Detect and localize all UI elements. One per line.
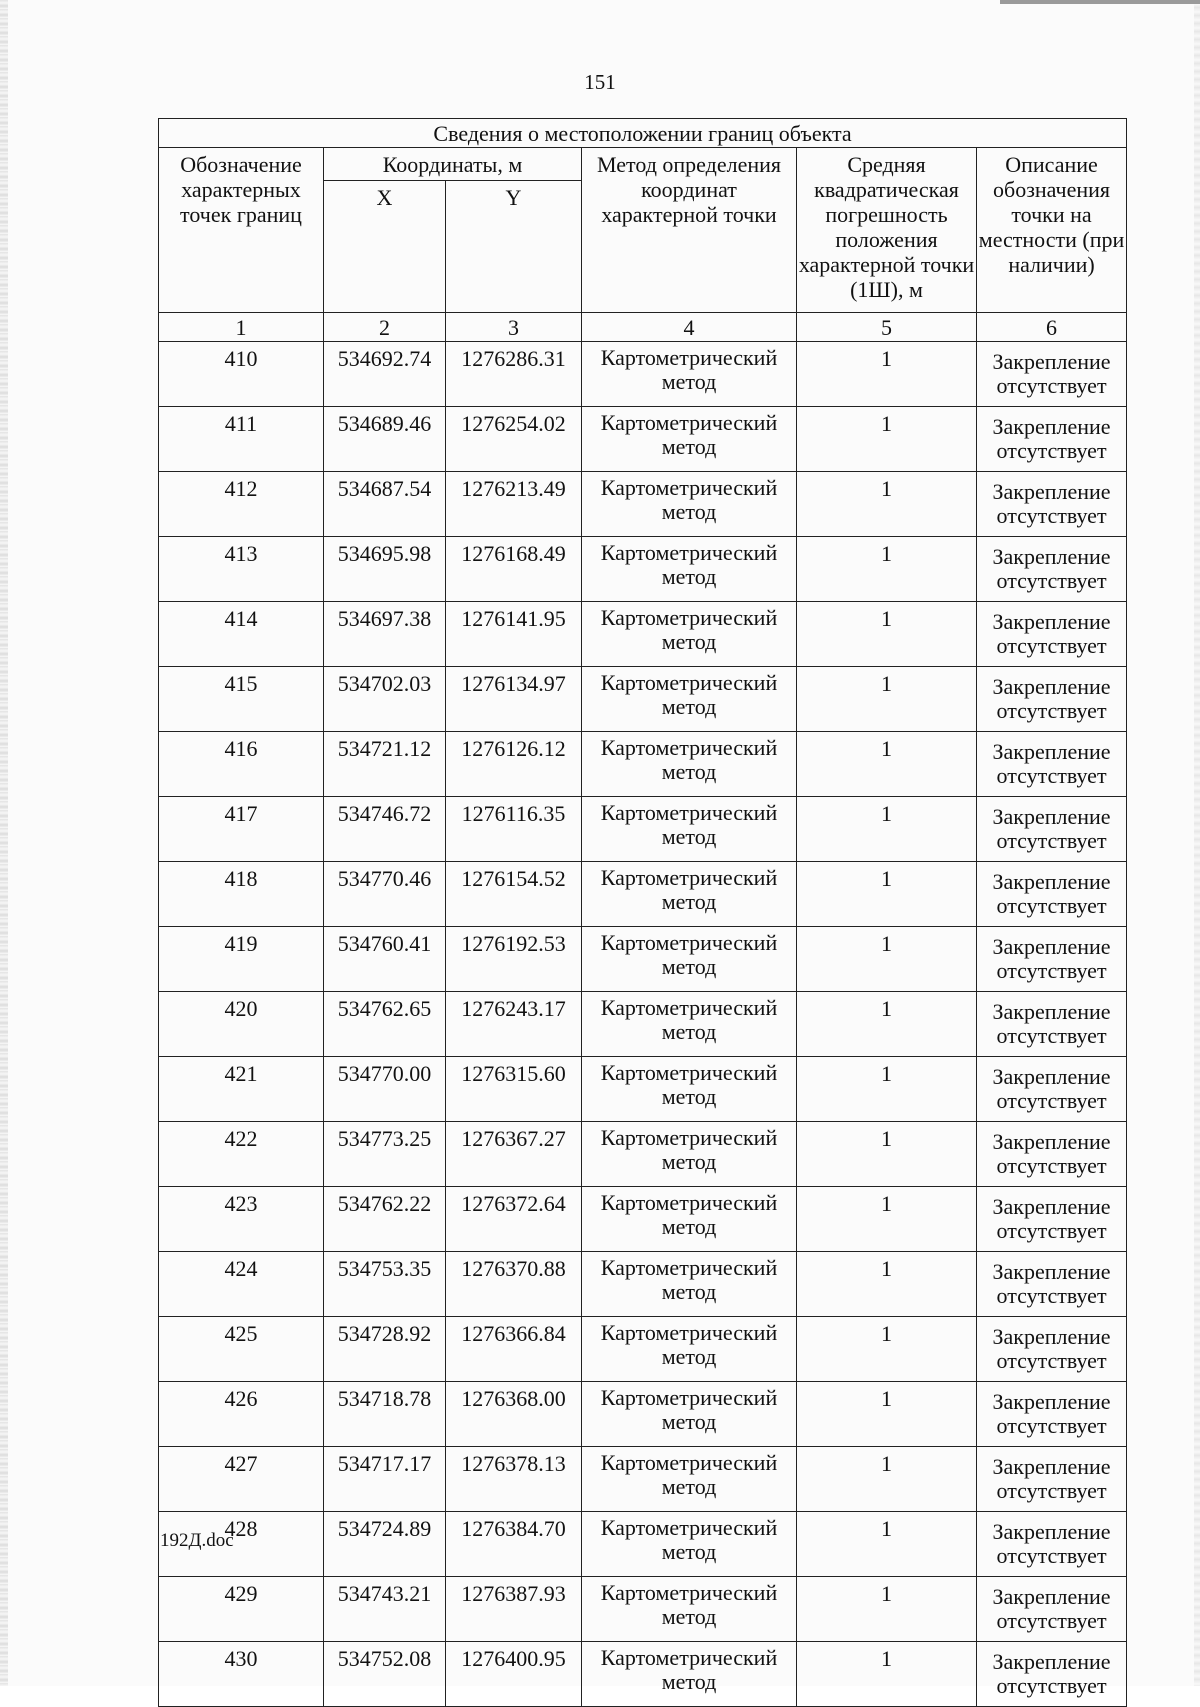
table-row <box>159 1382 1127 1447</box>
cell-y: 1276372.64 <box>446 1187 582 1252</box>
table-row <box>159 1447 1127 1512</box>
table-row <box>159 1057 1127 1122</box>
cell-y: 1276168.49 <box>446 537 582 602</box>
cell-error: 1 <box>797 732 977 797</box>
cell-method: Картометрический метод <box>582 1057 797 1122</box>
cell-y: 1276116.35 <box>446 797 582 862</box>
header-error: Средняя квадратическая погрешность положения характерной точки (1Ш), м <box>797 148 977 313</box>
cell-point-id: 426 <box>159 1382 324 1447</box>
cell-x: 534689.46 <box>324 407 446 472</box>
cell-x: 534717.17 <box>324 1447 446 1512</box>
table-row <box>159 1317 1127 1382</box>
cell-description: Закрепление отсутствует <box>977 1122 1127 1187</box>
cell-x: 534695.98 <box>324 537 446 602</box>
footer-filename: 192Д.doc <box>160 1530 234 1551</box>
cell-y: 1276254.02 <box>446 407 582 472</box>
cell-point-id: 413 <box>159 537 324 602</box>
table-row <box>159 407 1127 472</box>
cell-description: Закрепление отсутствует <box>977 342 1127 407</box>
cell-description: Закрепление отсутствует <box>977 472 1127 537</box>
column-number: 2 <box>324 313 446 342</box>
cell-x: 534752.08 <box>324 1642 446 1707</box>
header-method: Метод определения координат характерной точки <box>582 148 797 313</box>
cell-description: Закрепление отсутствует <box>977 1382 1127 1447</box>
cell-y: 1276243.17 <box>446 992 582 1057</box>
table-row <box>159 1122 1127 1187</box>
table-row <box>159 732 1127 797</box>
cell-method: Картометрический метод <box>582 667 797 732</box>
cell-x: 534718.78 <box>324 1382 446 1447</box>
table-row <box>159 667 1127 732</box>
cell-description: Закрепление отсутствует <box>977 797 1127 862</box>
cell-point-id: 414 <box>159 602 324 667</box>
table-row <box>159 927 1127 992</box>
table-row <box>159 1642 1127 1707</box>
cell-error: 1 <box>797 992 977 1057</box>
cell-method: Картометрический метод <box>582 537 797 602</box>
table-row <box>159 342 1127 407</box>
cell-error: 1 <box>797 797 977 862</box>
cell-error: 1 <box>797 602 977 667</box>
cell-y: 1276368.00 <box>446 1382 582 1447</box>
cell-method: Картометрический метод <box>582 862 797 927</box>
cell-point-id: 430 <box>159 1642 324 1707</box>
cell-point-id: 425 <box>159 1317 324 1382</box>
table-row <box>159 862 1127 927</box>
cell-point-id: 427 <box>159 1447 324 1512</box>
cell-y: 1276400.95 <box>446 1642 582 1707</box>
cell-point-id: 428 <box>159 1512 324 1577</box>
cell-error: 1 <box>797 407 977 472</box>
cell-point-id: 417 <box>159 797 324 862</box>
cell-description: Закрепление отсутствует <box>977 1252 1127 1317</box>
cell-x: 534753.35 <box>324 1252 446 1317</box>
cell-error: 1 <box>797 1447 977 1512</box>
cell-y: 1276384.70 <box>446 1512 582 1577</box>
cell-error: 1 <box>797 1057 977 1122</box>
cell-point-id: 424 <box>159 1252 324 1317</box>
table-row <box>159 602 1127 667</box>
cell-y: 1276387.93 <box>446 1577 582 1642</box>
cell-y: 1276213.49 <box>446 472 582 537</box>
cell-method: Картометрический метод <box>582 602 797 667</box>
cell-description: Закрепление отсутствует <box>977 537 1127 602</box>
scan-edge-top <box>1000 0 1200 4</box>
column-number: 3 <box>446 313 582 342</box>
cell-description: Закрепление отсутствует <box>977 927 1127 992</box>
cell-error: 1 <box>797 537 977 602</box>
cell-point-id: 415 <box>159 667 324 732</box>
cell-point-id: 410 <box>159 342 324 407</box>
cell-x: 534746.72 <box>324 797 446 862</box>
cell-description: Закрепление отсутствует <box>977 1317 1127 1382</box>
cell-point-id: 429 <box>159 1577 324 1642</box>
table-row <box>159 992 1127 1057</box>
cell-method: Картометрический метод <box>582 342 797 407</box>
column-number: 5 <box>797 313 977 342</box>
cell-x: 534721.12 <box>324 732 446 797</box>
cell-y: 1276154.52 <box>446 862 582 927</box>
table-row <box>159 537 1127 602</box>
table-row <box>159 797 1127 862</box>
cell-point-id: 421 <box>159 1057 324 1122</box>
cell-x: 534697.38 <box>324 602 446 667</box>
cell-method: Картометрический метод <box>582 1122 797 1187</box>
cell-error: 1 <box>797 1382 977 1447</box>
column-number: 4 <box>582 313 797 342</box>
cell-point-id: 420 <box>159 992 324 1057</box>
cell-y: 1276367.27 <box>446 1122 582 1187</box>
scan-edge-left <box>0 0 8 1686</box>
cell-x: 534773.25 <box>324 1122 446 1187</box>
cell-x: 534760.41 <box>324 927 446 992</box>
cell-y: 1276315.60 <box>446 1057 582 1122</box>
cell-description: Закрепление отсутствует <box>977 1057 1127 1122</box>
cell-point-id: 412 <box>159 472 324 537</box>
cell-y: 1276366.84 <box>446 1317 582 1382</box>
cell-error: 1 <box>797 472 977 537</box>
cell-description: Закрепление отсутствует <box>977 992 1127 1057</box>
cell-x: 534743.21 <box>324 1577 446 1642</box>
cell-error: 1 <box>797 1317 977 1382</box>
page-number: 151 <box>584 70 616 94</box>
cell-y: 1276141.95 <box>446 602 582 667</box>
cell-method: Картометрический метод <box>582 407 797 472</box>
cell-x: 534762.65 <box>324 992 446 1057</box>
cell-description: Закрепление отсутствует <box>977 1187 1127 1252</box>
cell-description: Закрепление отсутствует <box>977 1512 1127 1577</box>
cell-y: 1276378.13 <box>446 1447 582 1512</box>
cell-y: 1276192.53 <box>446 927 582 992</box>
cell-description: Закрепление отсутствует <box>977 1577 1127 1642</box>
cell-method: Картометрический метод <box>582 1577 797 1642</box>
cell-y: 1276126.12 <box>446 732 582 797</box>
table-row <box>159 472 1127 537</box>
cell-error: 1 <box>797 1187 977 1252</box>
cell-y: 1276370.88 <box>446 1252 582 1317</box>
cell-method: Картометрический метод <box>582 1317 797 1382</box>
cell-error: 1 <box>797 927 977 992</box>
cell-method: Картометрический метод <box>582 1642 797 1707</box>
cell-description: Закрепление отсутствует <box>977 602 1127 667</box>
cell-error: 1 <box>797 862 977 927</box>
cell-method: Картометрический метод <box>582 1382 797 1447</box>
table-row <box>159 1512 1127 1577</box>
header-coordinates: Координаты, м <box>324 148 582 181</box>
cell-description: Закрепление отсутствует <box>977 862 1127 927</box>
cell-method: Картометрический метод <box>582 1447 797 1512</box>
table-row <box>159 1187 1127 1252</box>
cell-error: 1 <box>797 342 977 407</box>
column-number: 6 <box>977 313 1127 342</box>
cell-point-id: 416 <box>159 732 324 797</box>
scan-edge-right <box>1194 0 1200 1686</box>
header-description: Описание обозначения точки на местности (при наличии) <box>977 148 1127 313</box>
cell-error: 1 <box>797 1512 977 1577</box>
cell-y: 1276134.97 <box>446 667 582 732</box>
column-number: 1 <box>159 313 324 342</box>
cell-description: Закрепление отсутствует <box>977 732 1127 797</box>
cell-method: Картометрический метод <box>582 927 797 992</box>
cell-x: 534724.89 <box>324 1512 446 1577</box>
cell-point-id: 422 <box>159 1122 324 1187</box>
cell-method: Картометрический метод <box>582 732 797 797</box>
cell-x: 534692.74 <box>324 342 446 407</box>
cell-error: 1 <box>797 1642 977 1707</box>
column-number-row <box>159 313 1127 342</box>
cell-error: 1 <box>797 1122 977 1187</box>
cell-method: Картометрический метод <box>582 472 797 537</box>
cell-error: 1 <box>797 1577 977 1642</box>
cell-method: Картометрический метод <box>582 797 797 862</box>
cell-error: 1 <box>797 667 977 732</box>
header-x: X <box>324 181 446 313</box>
boundary-points-table <box>158 118 1127 1707</box>
cell-error: 1 <box>797 1252 977 1317</box>
cell-description: Закрепление отсутствует <box>977 1642 1127 1707</box>
cell-method: Картометрический метод <box>582 1187 797 1252</box>
cell-description: Закрепление отсутствует <box>977 407 1127 472</box>
cell-method: Картометрический метод <box>582 1512 797 1577</box>
cell-point-id: 411 <box>159 407 324 472</box>
table-body <box>159 342 1127 1707</box>
table-row <box>159 1577 1127 1642</box>
cell-x: 534687.54 <box>324 472 446 537</box>
cell-x: 534702.03 <box>324 667 446 732</box>
cell-method: Картометрический метод <box>582 1252 797 1317</box>
cell-x: 534728.92 <box>324 1317 446 1382</box>
cell-description: Закрепление отсутствует <box>977 667 1127 732</box>
cell-point-id: 418 <box>159 862 324 927</box>
cell-method: Картометрический метод <box>582 992 797 1057</box>
cell-y: 1276286.31 <box>446 342 582 407</box>
cell-x: 534762.22 <box>324 1187 446 1252</box>
header-designation: Обозначение характерных точек границ <box>159 148 324 313</box>
cell-x: 534770.00 <box>324 1057 446 1122</box>
table-row <box>159 1252 1127 1317</box>
cell-description: Закрепление отсутствует <box>977 1447 1127 1512</box>
table-title: Сведения о местоположении границ объекта <box>159 119 1127 148</box>
header-y: Y <box>446 181 582 313</box>
cell-x: 534770.46 <box>324 862 446 927</box>
cell-point-id: 423 <box>159 1187 324 1252</box>
cell-point-id: 419 <box>159 927 324 992</box>
